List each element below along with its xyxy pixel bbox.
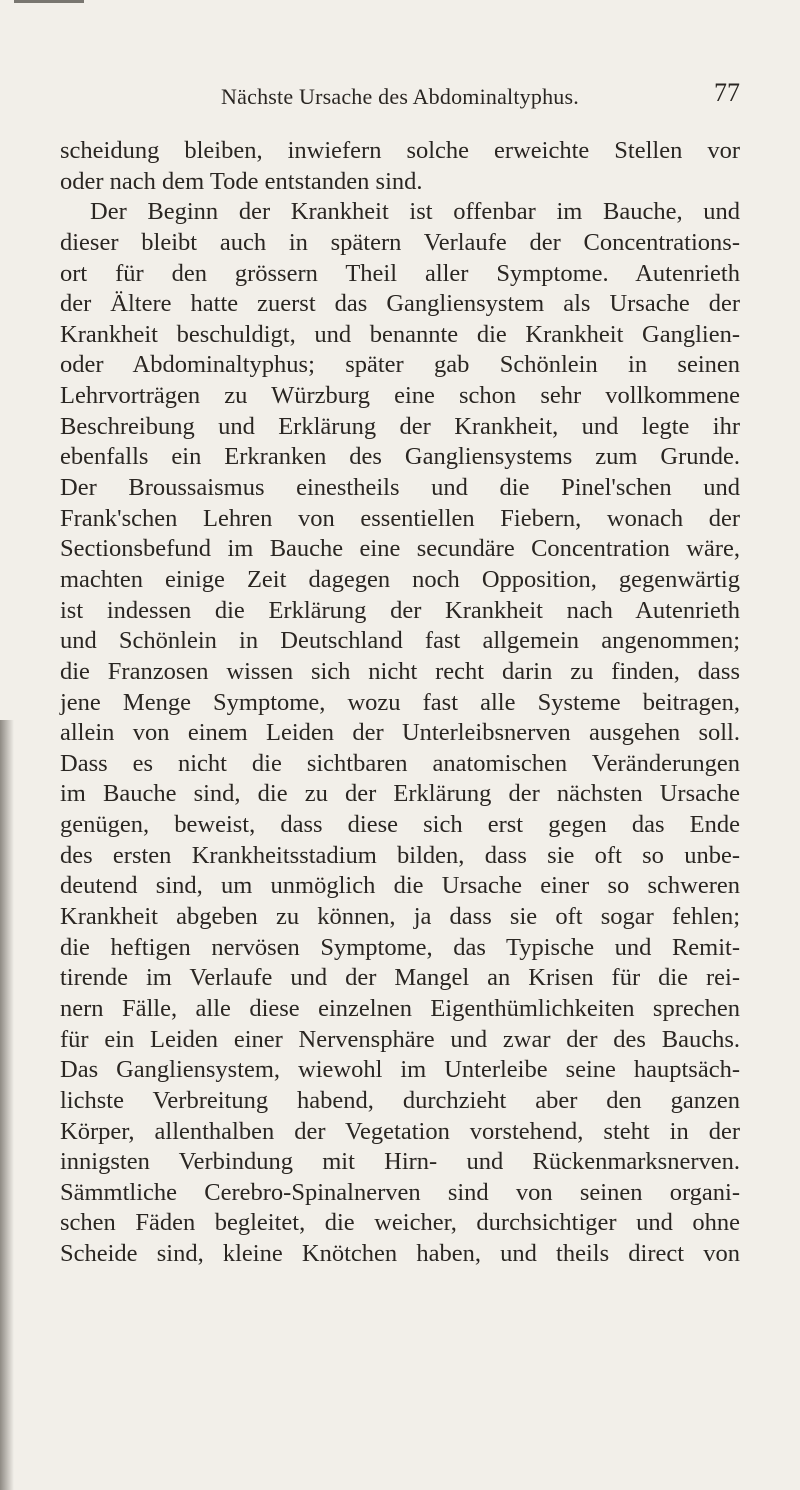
text-line: scheidung bleiben, inwiefern solche erweichte Stellen vor <box>60 137 740 164</box>
page-number: 77 <box>714 78 740 107</box>
text-line: und Schönlein in Deutschland fast allgemein angenommen; <box>60 627 740 655</box>
text-line: jene Menge Symptome, wozu fast alle Systeme beitragen, <box>60 688 740 716</box>
text-line: lichste Verbreitung habend, durchzieht aber den ganzen <box>60 1086 740 1114</box>
text-line: Der Beginn der Krankheit ist offenbar im Bauche, und <box>90 198 740 226</box>
text-line: deutend sind, um unmöglich die Ursache einer so schweren <box>60 872 740 900</box>
body-text <box>60 136 740 1270</box>
text-line: Beschreibung und Erklärung der Krankheit, und legte ihr <box>60 412 740 440</box>
text-line: der Ältere hatte zuerst das Gangliensystem als Ursache der <box>60 290 740 318</box>
text-line: Krankheit beschuldigt, und benannte die Krankheit Ganglien- <box>60 320 740 348</box>
text-line: des ersten Krankheitsstadium bilden, dass sie oft so unbe- <box>60 841 740 869</box>
text-line: im Bauche sind, die zu der Erklärung der nächsten Ursache <box>60 780 740 808</box>
text-line: Das Gangliensystem, wiewohl im Unterleibe seine hauptsäch- <box>60 1056 740 1084</box>
text-line: Lehrvorträgen zu Würzburg eine schon sehr vollkommene <box>60 382 740 410</box>
text-line: schen Fäden begleitet, die weicher, durchsichtiger und ohne <box>60 1209 740 1237</box>
text-line: oder nach dem Tode entstanden sind. <box>60 167 423 195</box>
binding-shadow <box>0 720 14 1490</box>
text-line: für ein Leiden einer Nervensphäre und zwar der des Bauchs. <box>60 1025 740 1053</box>
text-line: Krankheit abgeben zu können, ja dass sie oft sogar fehlen; <box>60 903 740 931</box>
text-line: oder Abdominaltyphus; später gab Schönlein in seinen <box>60 351 740 379</box>
text-line: die Franzosen wissen sich nicht recht darin zu finden, dass <box>60 657 740 685</box>
text-line: Scheide sind, kleine Knötchen haben, und theils direct von <box>60 1240 740 1268</box>
text-line: machten einige Zeit dagegen noch Opposition, gegenwärtig <box>60 565 740 593</box>
text-line: Der Broussaismus einestheils und die Pinel'schen und <box>60 474 740 502</box>
text-line: genügen, beweist, dass diese sich erst gegen das Ende <box>60 811 740 839</box>
text-line: ebenfalls ein Erkranken des Gangliensystems zum Grunde. <box>60 443 740 471</box>
text-line: Frank'schen Lehren von essentiellen Fiebern, wonach der <box>60 504 740 532</box>
text-line: innigsten Verbindung mit Hirn- und Rückenmarksnerven. <box>60 1148 740 1176</box>
text-line: ist indessen die Erklärung der Krankheit nach Autenrieth <box>60 596 740 624</box>
text-line: Sämmtliche Cerebro-Spinalnerven sind von seinen organi- <box>60 1178 740 1206</box>
scan-edge-mark <box>14 0 84 3</box>
text-line: tirende im Verlaufe und der Mangel an Krisen für die rei- <box>60 964 740 992</box>
text-line: Körper, allenthalben der Vegetation vorstehend, steht in der <box>60 1117 740 1145</box>
text-line: allein von einem Leiden der Unterleibsnerven ausgehen soll. <box>60 719 740 747</box>
running-title: Nächste Ursache des Abdominaltyphus. <box>221 84 579 109</box>
running-head <box>0 78 800 124</box>
text-line: Dass es nicht die sichtbaren anatomischen Veränderungen <box>60 749 740 777</box>
text-line: die heftigen nervösen Symptome, das Typische und Remit- <box>60 933 740 961</box>
text-line: nern Fälle, alle diese einzelnen Eigenthümlichkeiten sprechen <box>60 994 740 1022</box>
text-line: ort für den grössern Theil aller Symptome. Autenrieth <box>60 259 740 287</box>
text-line: dieser bleibt auch in spätern Verlaufe der Concentrations- <box>60 228 740 256</box>
text-line: Sectionsbefund im Bauche eine secundäre Concentration wäre, <box>60 535 740 563</box>
